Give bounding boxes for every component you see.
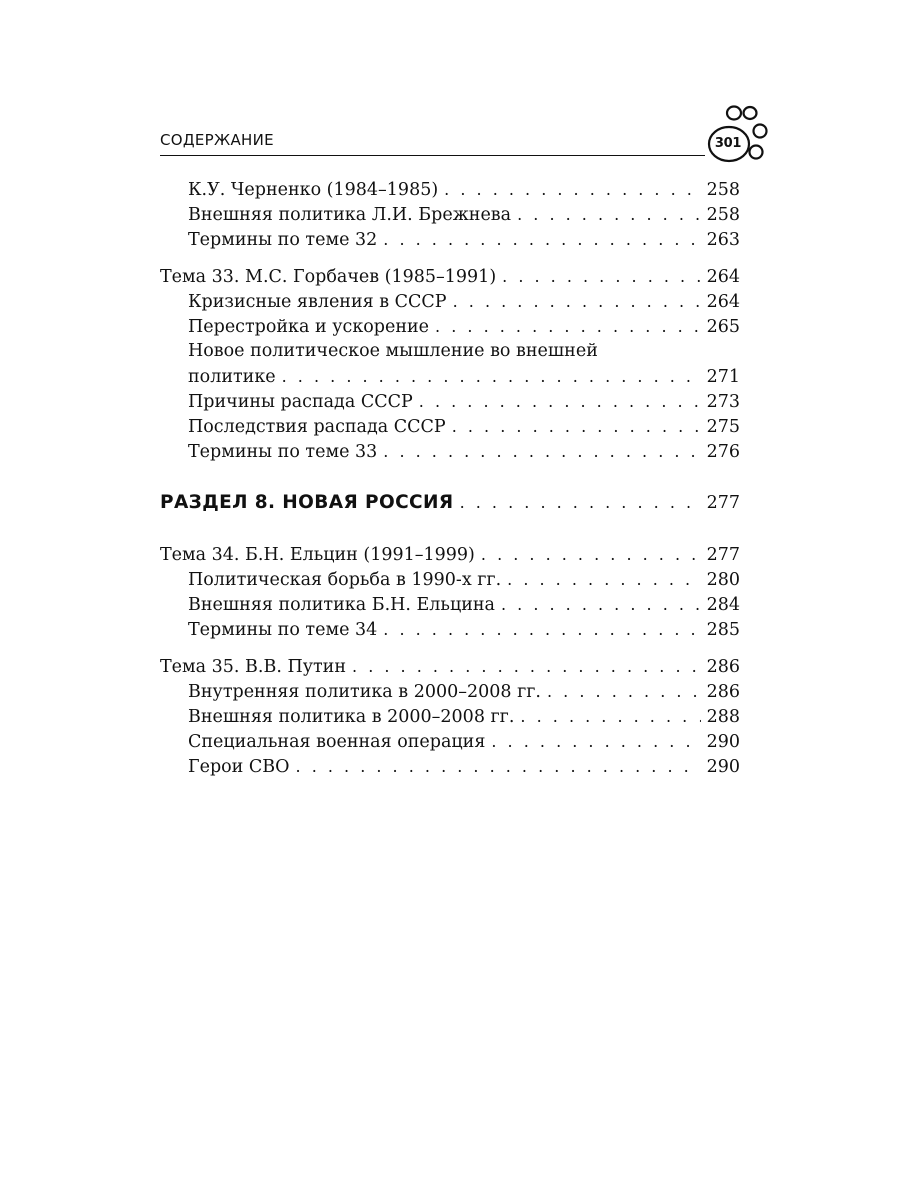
toc-entry-page: 264 <box>706 292 740 312</box>
dot-leader <box>507 567 700 592</box>
dot-leader <box>435 314 701 339</box>
toc-entry-title: Термины по теме 34 <box>188 620 378 640</box>
dot-leader <box>517 202 701 227</box>
page-number: 301 <box>714 136 742 151</box>
toc-entry-page: 285 <box>706 620 740 640</box>
toc-entry-title: Термины по теме 32 <box>188 230 378 250</box>
toc-entry-title: Последствия распада СССР <box>188 417 446 437</box>
dot-leader <box>501 592 701 617</box>
dot-leader <box>419 389 701 414</box>
toc-entry[interactable] <box>160 177 740 202</box>
dot-leader <box>481 542 701 567</box>
toc-entry-title: Специальная военная операция <box>188 732 486 752</box>
toc-entry-title: Тема 33. М.С. Горбачев (1985–1991) <box>160 267 497 287</box>
toc-entry[interactable] <box>160 592 740 617</box>
spacer <box>160 464 740 488</box>
running-header-title: СОДЕРЖАНИЕ <box>160 131 274 149</box>
toc-entry-title: Внешняя политика Б.Н. Ельцина <box>188 595 495 615</box>
toc-entry-page: 290 <box>706 732 740 752</box>
toc-entry[interactable] <box>160 389 740 414</box>
table-of-contents <box>160 177 740 779</box>
toc-entry[interactable] <box>160 439 740 464</box>
spacer <box>160 642 740 654</box>
toc-entry[interactable] <box>160 227 740 252</box>
toc-entry-title: Внешняя политика Л.И. Брежнева <box>188 205 512 225</box>
toc-topic-entry[interactable] <box>160 542 740 567</box>
dot-leader <box>383 439 700 464</box>
toc-entry-page: 271 <box>706 367 740 387</box>
toc-entry[interactable] <box>160 617 740 642</box>
toc-entry-title: Термины по теме 33 <box>188 442 378 462</box>
toc-entry-title: Кризисные явления в СССР <box>188 292 447 312</box>
toc-entry[interactable] <box>160 289 740 314</box>
dot-leader <box>352 654 701 679</box>
dot-leader <box>460 488 701 518</box>
dot-leader <box>491 729 700 754</box>
toc-entry-title: Тема 35. В.В. Путин <box>160 657 347 677</box>
toc-entry-title: Внутренняя политика в 2000–2008 гг. <box>188 682 541 702</box>
toc-entry[interactable] <box>160 729 740 754</box>
dot-leader <box>547 679 701 704</box>
toc-entry[interactable] <box>160 567 740 592</box>
toc-entry-page: 258 <box>706 180 740 200</box>
section-title: РАЗДЕЛ 8. НОВАЯ РОССИЯ <box>160 492 454 513</box>
toc-entry-page: 276 <box>706 442 740 462</box>
toc-entry-title: Перестройка и ускорение <box>188 317 430 337</box>
header-rule <box>160 155 705 156</box>
toc-entry[interactable] <box>160 202 740 227</box>
toc-entry-page: 288 <box>706 707 740 727</box>
toc-topic-entry[interactable] <box>160 654 740 679</box>
toc-entry-page: 265 <box>706 317 740 337</box>
dot-leader <box>444 177 700 202</box>
toc-entry-page: 286 <box>706 657 740 677</box>
toc-entry-page: 258 <box>706 205 740 225</box>
toc-entry[interactable] <box>160 754 740 779</box>
toc-entry-title-line[interactable]: Новое политическое мышление во внешней <box>188 341 598 361</box>
dot-leader <box>282 364 701 389</box>
toc-entry[interactable] <box>160 414 740 439</box>
toc-entry-page: 284 <box>706 595 740 615</box>
dot-leader <box>296 754 701 779</box>
toc-entry-title: К.У. Черненко (1984–1985) <box>188 180 439 200</box>
dot-leader <box>520 704 700 729</box>
toc-entry-title: Герои СВО <box>188 757 290 777</box>
toc-entry-page: 290 <box>706 757 740 777</box>
toc-entry-page: 264 <box>706 267 740 287</box>
toc-entry-page: 275 <box>706 417 740 437</box>
toc-entry-title: Тема 34. Б.Н. Ельцин (1991–1999) <box>160 545 475 565</box>
toc-entry[interactable] <box>160 704 740 729</box>
toc-entry-title: Политическая борьба в 1990-х гг. <box>188 570 502 590</box>
dot-leader <box>502 264 700 289</box>
toc-entry-page: 280 <box>706 570 740 590</box>
toc-entry-title: Причины распада СССР <box>188 392 413 412</box>
toc-entry-page: 263 <box>706 230 740 250</box>
toc-entry-page: 277 <box>706 545 740 565</box>
toc-entry[interactable] <box>160 364 740 389</box>
dot-leader <box>452 414 701 439</box>
toc-entry-page: 273 <box>706 392 740 412</box>
spacer <box>160 518 740 542</box>
toc-entry[interactable] <box>160 314 740 339</box>
paw-print-icon <box>696 100 776 170</box>
dot-leader <box>383 227 700 252</box>
toc-section-entry[interactable] <box>160 488 740 518</box>
toc-entry[interactable] <box>160 679 740 704</box>
toc-topic-entry[interactable] <box>160 264 740 289</box>
toc-entry-page: 277 <box>706 493 740 513</box>
toc-entry-title: политике <box>188 367 276 387</box>
dot-leader <box>453 289 701 314</box>
dot-leader <box>383 617 700 642</box>
toc-entry-title: Внешняя политика в 2000–2008 гг. <box>188 707 515 727</box>
toc-entry-page: 286 <box>706 682 740 702</box>
spacer <box>160 252 740 264</box>
